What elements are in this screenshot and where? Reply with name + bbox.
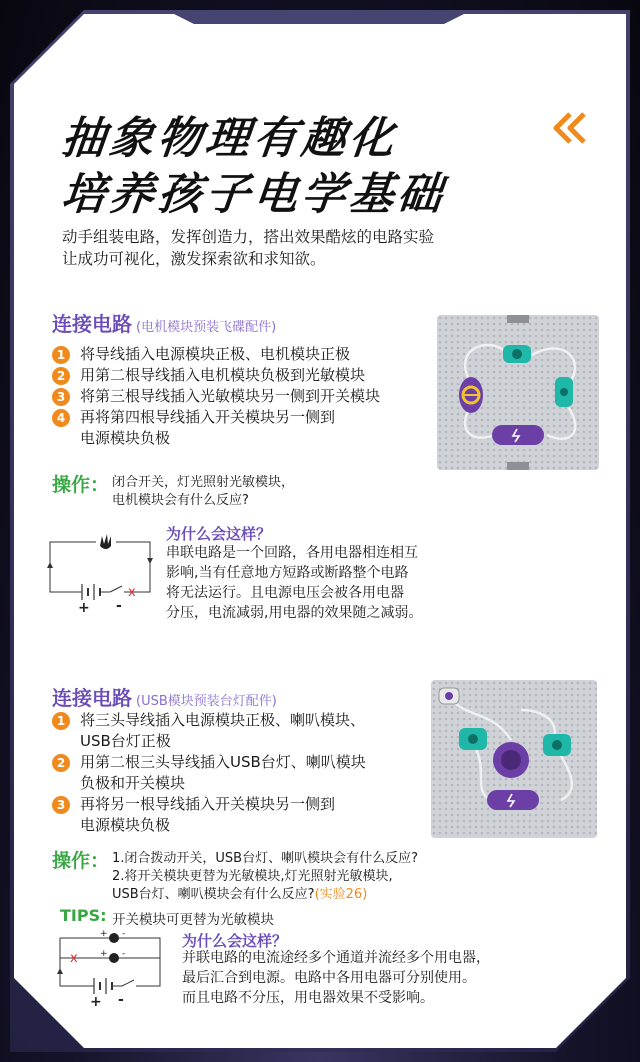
rewind-icon xyxy=(548,110,590,146)
section1-operation-label: 操作： xyxy=(52,474,110,496)
step-text: 电源模块负极 xyxy=(80,429,171,447)
experiment-reference: (实验26) xyxy=(314,887,368,902)
step-item xyxy=(52,386,432,407)
step-text: 电源模块负极 xyxy=(80,816,171,834)
section1-operation-text xyxy=(112,474,294,510)
operation-line: 2.将开关模块更替为光敏模块,灯光照射光敏模块, xyxy=(112,869,393,884)
section2-operation-label: 操作： xyxy=(52,850,110,872)
step-number-badge: 1 xyxy=(52,346,70,364)
intro-line: 动手组装电路，发挥创造力，搭出效果酷炫的电路实验 xyxy=(62,228,435,246)
step-item xyxy=(52,407,432,449)
break-x-mark: x xyxy=(128,585,136,600)
battery-plus-sign: + xyxy=(78,600,90,614)
section1-steps xyxy=(52,344,432,449)
step-text: 用第二根三头导线插入USB台灯、喇叭模块 xyxy=(80,753,366,771)
step-text: 将导线插入电源模块正极、电机模块正极 xyxy=(80,345,351,363)
title-line-2: 培养孩子电学基础 xyxy=(58,169,449,220)
intro-line: 让成功可视化，激发探索欲和求知欲。 xyxy=(62,250,326,268)
step-text: 用第二根导线插入电机模块负极到光敏模块 xyxy=(80,366,366,384)
step-number-badge: 1 xyxy=(52,712,70,730)
series-circuit-board-image xyxy=(437,315,599,470)
step-item xyxy=(52,710,432,752)
why-line: 串联电路是一个回路，各用电器相连相互 xyxy=(166,545,418,561)
battery-minus-sign: - xyxy=(118,992,124,1008)
section1-why-title: 为什么会这样？ xyxy=(166,525,272,543)
why-line: 最后汇合到电源。电路中各用电器可分别使用。 xyxy=(182,970,476,986)
section2-why-title: 为什么会这样？ xyxy=(182,932,288,950)
parallel-circuit-board-image xyxy=(431,680,597,838)
step-text: 再将第四根导线插入开关模块另一侧到 xyxy=(80,408,336,426)
svg-text:-: - xyxy=(122,949,126,959)
step-number-badge: 3 xyxy=(52,796,70,814)
section1-why-text xyxy=(166,543,422,623)
intro-text xyxy=(62,226,582,270)
section2-title-text: 连接电路 xyxy=(52,686,132,710)
svg-text:+: + xyxy=(100,949,108,959)
step-text: 将三头导线插入电源模块正极、喇叭模块、 xyxy=(80,711,366,729)
section1-note: (电机模块预装飞碟配件) xyxy=(136,320,277,335)
svg-text:+: + xyxy=(100,929,108,939)
tips-text: 开关模块可更替为光敏模块 xyxy=(112,912,274,928)
step-item xyxy=(52,794,432,836)
section2-operation-text xyxy=(112,850,418,904)
why-line: 分压，电流减弱,用电器的效果随之减弱。 xyxy=(166,605,423,621)
section2-why-text xyxy=(182,948,490,1008)
operation-line: 1.闭合拨动开关，USB台灯、喇叭模块会有什么反应? xyxy=(112,851,418,866)
tips-label: TIPS: xyxy=(60,906,107,925)
operation-line: USB台灯、喇叭模块会有什么反应? xyxy=(112,887,315,902)
svg-text:-: - xyxy=(122,929,126,939)
step-item xyxy=(52,365,432,386)
battery-minus-sign: - xyxy=(116,598,122,614)
step-text: 再将另一根导线插入开关模块另一侧到 xyxy=(80,795,336,813)
why-line: 并联电路的电流途经多个通道并流经多个用电器， xyxy=(182,950,490,966)
operation-line: 电机模块会有什么反应? xyxy=(112,493,249,508)
section2-steps xyxy=(52,710,432,836)
step-item xyxy=(52,752,432,794)
step-number-badge: 2 xyxy=(52,367,70,385)
operation-line: 闭合开关，灯光照射光敏模块， xyxy=(112,475,295,490)
step-text: 将第三根导线插入光敏模块另一侧到开关模块 xyxy=(80,387,381,405)
section2-note: (USB模块预装台灯配件) xyxy=(136,694,277,709)
section2-title xyxy=(52,682,277,711)
parallel-circuit-diagram xyxy=(56,928,168,1008)
section1-title-text: 连接电路 xyxy=(52,312,132,336)
step-item xyxy=(52,344,432,365)
break-x-mark: x xyxy=(70,951,78,966)
section1-title xyxy=(52,308,276,337)
why-line: 而且电路不分压，用电器效果不受影响。 xyxy=(182,990,434,1006)
why-line: 影响,当有任意地方短路或断路整个电路 xyxy=(166,565,409,581)
step-text: USB台灯正极 xyxy=(80,732,171,750)
step-number-badge: 2 xyxy=(52,754,70,772)
series-circuit-diagram xyxy=(44,534,160,614)
step-number-badge: 3 xyxy=(52,388,70,406)
title-line-1: 抽象物理有趣化 xyxy=(58,113,401,164)
step-text: 负极和开关模块 xyxy=(80,774,186,792)
why-line: 将无法运行。且电源电压会被各用电器 xyxy=(166,585,404,601)
step-number-badge: 4 xyxy=(52,409,70,427)
battery-plus-sign: + xyxy=(90,994,102,1008)
